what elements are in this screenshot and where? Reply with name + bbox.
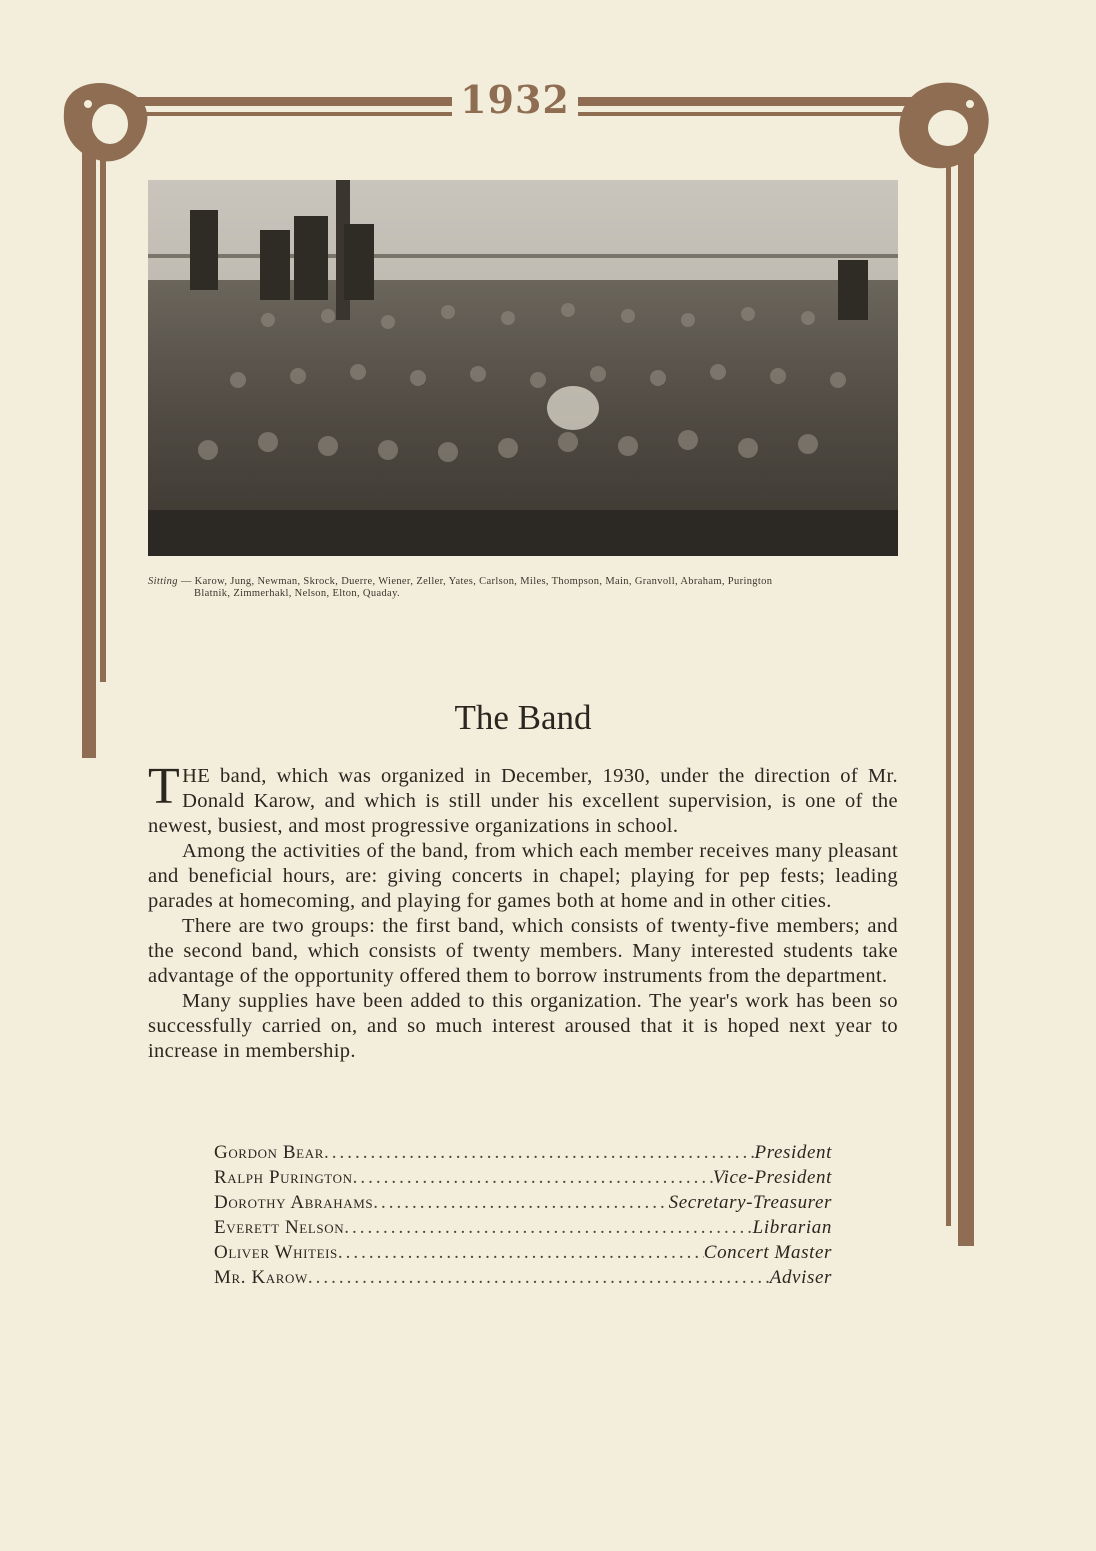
dot-leader [308,1265,770,1290]
paragraph-1 [148,758,898,839]
officer-role: President [754,1142,832,1163]
paragraph-4: Many supplies have been added to this organization. The year's work has been so successfully carried on, and so much interest aroused that it is hoped next year to increase in membership. [148,990,898,1062]
officer-name: Everett Nelson [214,1217,345,1238]
officer-role: Secretary-Treasurer [668,1192,832,1213]
dot-leader [338,1240,704,1265]
dot-leader [324,1140,755,1165]
officer-row [214,1215,832,1240]
caption-names-line1: — Karow, Jung, Newman, Skrock, Duerre, Wiener, Zeller, Yates, Carlson, Miles, Thompson, Main, Granvoll, Abraham, Purington [177,576,773,587]
officer-row [214,1265,832,1290]
dot-leader [344,1215,752,1240]
officer-row [214,1140,832,1165]
caption-names-line2: Blatnik, Zimmerhakl, Nelson, Elton, Quaday. [194,588,400,599]
paragraph-1-text: HE band, which was organized in December, 1930, under the direction of Mr. Donald Karow, and which is still under his excellent supervision, is one of the newest, busiest, and most progressive organizations in school. [148,765,898,837]
paragraph-2: Among the activities of the band, from which each member receives many pleasant and beneficial hours, are: giving concerts in chapel; playing for pep fests; leading parades at homecoming, and playing for games both at home and in other cities. [148,840,898,912]
officer-role: Concert Master [703,1242,832,1263]
dot-leader [353,1165,713,1190]
officer-role: Adviser [769,1267,832,1288]
officer-row [214,1165,832,1190]
officer-name: Mr. Karow [214,1267,308,1288]
officer-name: Gordon Bear [214,1142,324,1163]
article-body [148,758,898,1064]
caption-lead: Sitting [148,576,178,587]
officer-name: Ralph Purington [214,1167,353,1188]
drop-cap: T [148,758,181,815]
officer-row [214,1240,832,1265]
page-title: The Band [454,698,592,737]
photo-caption [148,576,908,600]
officer-list [214,1140,832,1290]
year-heading: 1932 [460,77,570,122]
officer-role: Librarian [752,1217,832,1238]
officer-role: Vice-President [712,1167,832,1188]
dot-leader [373,1190,668,1215]
band-photo [148,180,898,556]
paragraph-3: There are two groups: the first band, which consists of twenty-five members; and the second band, which consists of twenty members. Many interested students take advantage of the opportunity offered them to borrow instruments from the department. [148,915,898,987]
officer-name: Oliver Whiteis [214,1242,338,1263]
officer-row [214,1190,832,1215]
officer-name: Dorothy Abrahams [214,1192,374,1213]
